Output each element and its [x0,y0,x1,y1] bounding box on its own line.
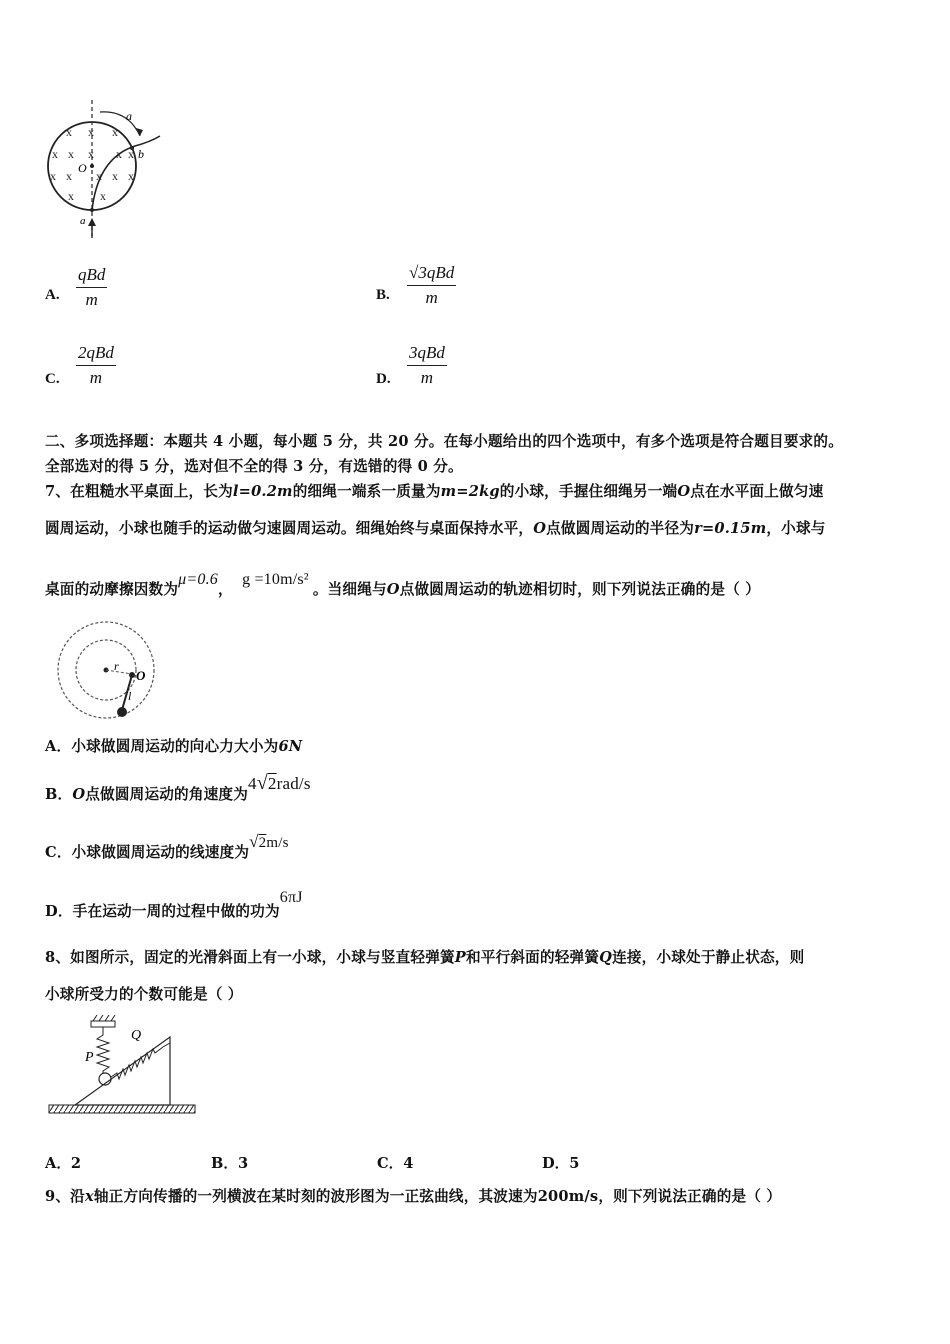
q6-option-b-denominator: m [425,288,438,307]
q8-line2: 小球所受力的个数可能是（ ） [45,986,243,1003]
q6-option-b-numerator: √3qBd [407,263,456,286]
q8-option-d: D．5 [542,1155,580,1172]
q6-option-a-label: A. [45,287,60,303]
q6-option-c-label: C. [45,371,60,387]
svg-text:x: x [88,147,94,161]
q6-option-a-denominator: m [85,290,98,309]
q8-line1: 8、如图所示，固定的光滑斜面上有一小球，小球与竖直轻弹簧P和平行斜面的轻弹簧Q连接，小球处于静止状态，则 [45,949,805,966]
q7-option-d: D．手在运动一周的过程中做的功为6πJ [45,889,303,920]
section2-line2: 全部选对的得 5 分，选对但不全的得 3 分，有选错的得 0 分。 [45,458,463,475]
svg-text:b: b [138,147,144,161]
svg-text:x: x [100,189,106,203]
svg-text:x: x [68,189,74,203]
q6-option-b-fraction [407,263,456,308]
q6-option-b-label: B. [376,287,390,303]
q6-option-a-numerator: qBd [76,265,107,288]
svg-text:x: x [50,169,56,183]
svg-text:l: l [128,689,132,703]
q7-line2: 圆周运动，小球也随手的运动做匀速圆周运动。细绳始终与桌面保持水平，O点做圆周运动的半径为r=0.15m，小球与 [45,520,826,537]
q7-line3: 桌面的动摩擦因数为μ=0.6， g =10m/s²。当细绳与O点做圆周运动的轨迹相切时，则下列说法正确的是（ ） [45,571,761,598]
svg-text:x: x [128,147,134,161]
svg-text:O: O [136,668,146,683]
svg-text:x: x [88,125,94,139]
q9-line1: 9、沿x轴正方向传播的一列横波在某时刻的波形图为一正弦曲线，其波速为200m/s，则下列说法正确的是（ ） [45,1188,782,1205]
svg-text:a: a [126,109,132,123]
q8-option-a: A．2 [45,1155,82,1172]
q6-option-d-label: D. [376,371,391,387]
svg-text:x: x [52,147,58,161]
q6-option-d-denominator: m [420,368,434,387]
svg-text:Q: Q [131,1028,142,1043]
q7-line1: 7、在粗糙水平桌面上，长为l=0.2m的细绳一端系一质量为m=2kg的小球，手握住细绳另一端O点在水平面上做匀速 [45,483,824,500]
section2-line1: 二、多项选择题：本题共 4 小题，每小题 5 分，共 20 分。在每小题给出的四个选项中，有多个选项是符合题目要求的。 [45,433,843,450]
incline-spring-figure [45,1015,200,1120]
svg-text:x: x [128,169,134,183]
svg-text:x: x [116,147,122,161]
q7-option-b: B．O点做圆周运动的角速度为4√2rad/s [45,772,311,803]
q6-option-c-fraction [76,343,116,388]
q8-option-b: B．3 [211,1155,249,1172]
svg-text:x: x [112,169,118,183]
svg-text:P: P [85,1050,94,1065]
svg-text:x: x [96,169,102,183]
q6-option-c-numerator: 2qBd [76,343,116,366]
q6-option-d-numerator: 3qBd [407,343,447,366]
magnetic-field-figure [40,98,170,243]
svg-text:x: x [66,125,72,139]
q6-option-c-denominator: m [89,368,103,387]
q7-option-c: C．小球做圆周运动的线速度为√2m/s [45,832,289,861]
q6-option-d-fraction [407,343,447,388]
circular-motion-figure [50,620,160,720]
svg-text:x: x [66,169,72,183]
svg-text:r: r [114,659,119,673]
svg-text:O: O [78,161,87,175]
svg-text:a: a [80,215,86,227]
svg-text:x: x [112,125,118,139]
q7-option-a: A．小球做圆周运动的向心力大小为6N [45,738,303,755]
q8-option-c: C．4 [377,1155,414,1172]
svg-text:x: x [68,147,74,161]
q6-option-a-fraction [76,265,107,310]
